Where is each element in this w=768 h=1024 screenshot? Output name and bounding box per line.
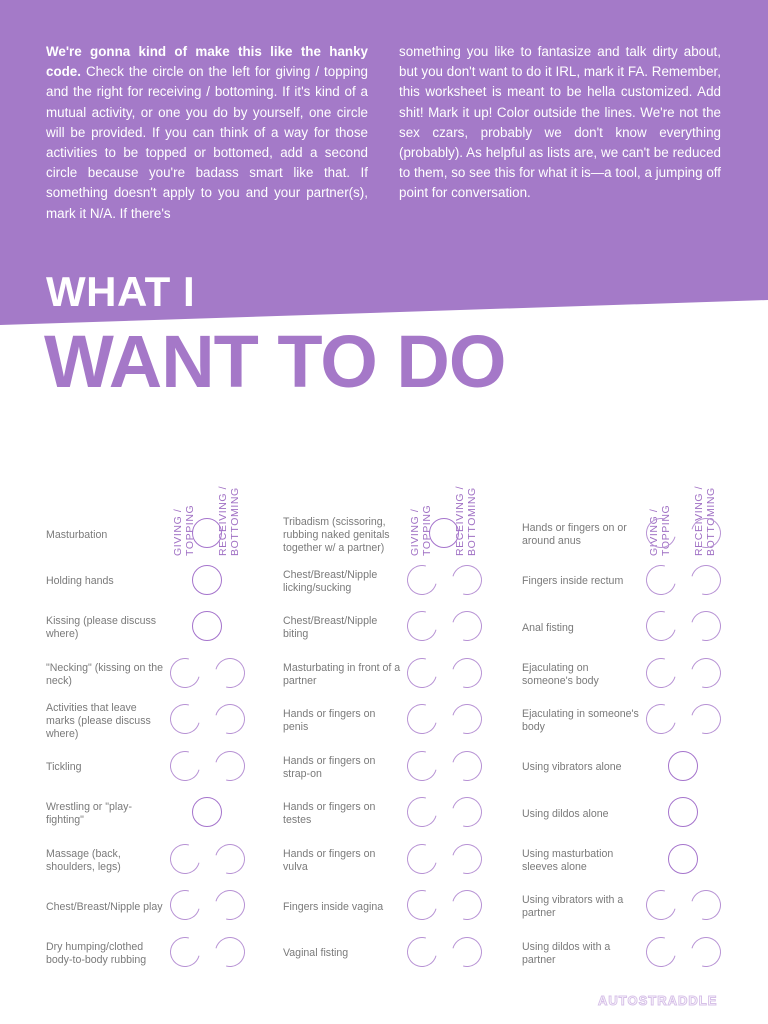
giving-header-text: GIVING / TOPPING <box>648 504 672 556</box>
receiving-circle[interactable] <box>686 931 727 972</box>
receiving-header <box>217 420 243 556</box>
activity-row <box>46 559 256 605</box>
activity-label: Fingers inside vagina <box>283 900 384 913</box>
activity-row <box>46 791 256 837</box>
activity-row <box>522 745 732 791</box>
activity-label: Tribadism (scissoring, rubbing naked genitals together w/ a partner) <box>283 515 390 554</box>
intro-right-column <box>399 42 721 204</box>
mutual-circle[interactable] <box>192 611 222 641</box>
giving-circle[interactable] <box>402 838 443 879</box>
giving-circle[interactable] <box>641 699 682 740</box>
title-line-2: WANT TO DO <box>44 320 506 403</box>
giving-header <box>172 420 198 556</box>
receiving-circle[interactable] <box>447 838 488 879</box>
receiving-circle[interactable] <box>210 699 251 740</box>
giving-circle[interactable] <box>402 931 443 972</box>
giving-circle[interactable] <box>402 699 443 740</box>
giving-circle[interactable] <box>165 699 206 740</box>
activity-row <box>522 931 732 977</box>
activity-row <box>283 559 493 605</box>
activity-row <box>283 605 493 651</box>
activity-label: Chest/Breast/Nipple licking/sucking <box>283 568 378 594</box>
intro-left-column <box>46 42 368 224</box>
receiving-circle[interactable] <box>686 699 727 740</box>
giving-circle[interactable] <box>165 652 206 693</box>
receiving-circle[interactable] <box>210 745 251 786</box>
activity-row <box>46 884 256 930</box>
activity-row <box>46 838 256 884</box>
activity-row <box>283 745 493 791</box>
mutual-circle[interactable] <box>429 518 459 548</box>
activity-label: Activities that leave marks (please discuss where) <box>46 701 151 740</box>
receiving-circle[interactable] <box>447 792 488 833</box>
receiving-header <box>693 420 719 556</box>
activity-row <box>46 931 256 977</box>
activity-row <box>522 838 732 884</box>
giving-circle[interactable] <box>402 652 443 693</box>
intro-left-text: Check the circle on the left for giving / topping and the right for receiving / bottoming. If it's kind of a mutual activity, or one you do by yourself, one circle will be provided. If you can think of a way for those activities to be topped or bottomed, add a second circle because you're badass smart like that. If something doesn't apply to you and your partner(s), mark it N/A. If there's <box>46 64 368 221</box>
activity-label: Masturbation <box>46 528 108 541</box>
receiving-circle[interactable] <box>210 838 251 879</box>
giving-circle[interactable] <box>165 931 206 972</box>
intro-right-text: something you like to fantasize and talk dirty about, but you don't want to do it IRL, mark it FA. Remember, this worksheet is meant to be hella customized. Add shit! Mark it up! Color outside the lines. We're not the sex czars, probably we don't know everything (probably). As helpful as lists are, we can't be reduced to them, so see this for what it is—a tool, a jumping off point for conversation. <box>399 44 721 201</box>
receiving-circle[interactable] <box>447 931 488 972</box>
activity-row <box>283 652 493 698</box>
giving-circle[interactable] <box>165 885 206 926</box>
receiving-circle[interactable] <box>447 745 488 786</box>
activity-row <box>283 884 493 930</box>
activity-row <box>522 791 732 837</box>
giving-circle[interactable] <box>402 745 443 786</box>
activity-row <box>46 745 256 791</box>
receiving-circle[interactable] <box>210 931 251 972</box>
receiving-circle[interactable] <box>447 885 488 926</box>
giving-circle[interactable] <box>165 745 206 786</box>
activity-label: Ejaculating in someone's body <box>522 708 639 733</box>
mutual-circle[interactable] <box>668 844 698 874</box>
giving-circle[interactable] <box>641 652 682 693</box>
giving-header <box>648 420 674 556</box>
receiving-circle[interactable] <box>686 513 727 554</box>
activity-label: Using vibrators alone <box>522 761 622 773</box>
mutual-circle[interactable] <box>668 797 698 827</box>
activity-row <box>46 512 256 558</box>
activity-label: Kissing (please discuss where) <box>46 615 157 640</box>
activity-row <box>283 838 493 884</box>
activity-label: Using dildos with a partner <box>522 940 611 966</box>
giving-circle[interactable] <box>402 606 443 647</box>
activity-label: Hands or fingers on testes <box>283 801 376 826</box>
activity-label: Using dildos alone <box>522 807 609 820</box>
autostraddle-logo: AUTOSTRADDLE <box>598 993 718 1008</box>
activity-label: Hands or fingers on penis <box>283 708 376 733</box>
activity-row <box>522 652 732 698</box>
mutual-circle[interactable] <box>192 518 222 548</box>
giving-circle[interactable] <box>402 792 443 833</box>
receiving-header-text: RECEIVING / BOTTOMING <box>217 485 241 556</box>
activity-label: Masturbating in front of a partner <box>283 661 401 687</box>
activity-row <box>283 512 493 558</box>
receiving-circle[interactable] <box>447 559 488 600</box>
intro-lead: We're gonna kind of make this like the hanky code. <box>46 44 368 80</box>
activity-label: Chest/Breast/Nipple biting <box>283 615 378 640</box>
receiving-circle[interactable] <box>686 652 727 693</box>
giving-header-text: GIVING / TOPPING <box>409 504 433 556</box>
activity-label: Hands or fingers on or around anus <box>522 522 627 547</box>
activity-row <box>46 652 256 698</box>
receiving-circle[interactable] <box>447 652 488 693</box>
giving-circle[interactable] <box>165 838 206 879</box>
activity-row <box>522 559 732 605</box>
activity-label: Holding hands <box>46 575 114 587</box>
activity-row <box>46 605 256 651</box>
receiving-circle[interactable] <box>447 699 488 740</box>
giving-header <box>409 420 435 556</box>
mutual-circle[interactable] <box>192 565 222 595</box>
activity-row <box>46 698 256 744</box>
receiving-circle[interactable] <box>686 559 727 600</box>
receiving-circle[interactable] <box>210 652 251 693</box>
receiving-circle[interactable] <box>210 885 251 926</box>
receiving-header-text: RECEIVING / BOTTOMING <box>454 485 478 556</box>
title-line-1: WHAT I <box>46 268 196 315</box>
activity-row <box>522 605 732 651</box>
activity-label: Hands or fingers on vulva <box>283 847 376 873</box>
giving-circle[interactable] <box>641 606 682 647</box>
activity-label: Anal fisting <box>522 621 574 634</box>
giving-header-text: GIVING / TOPPING <box>172 504 196 556</box>
mutual-circle[interactable] <box>668 751 698 781</box>
activity-label: Using masturbation sleeves alone <box>522 847 614 873</box>
activity-row <box>283 931 493 977</box>
giving-circle[interactable] <box>641 931 682 972</box>
activity-label: Using vibrators with a partner <box>522 894 624 919</box>
receiving-header <box>454 420 480 556</box>
activity-row <box>522 698 732 744</box>
activity-label: Massage (back, shoulders, legs) <box>46 847 121 873</box>
receiving-circle[interactable] <box>686 606 727 647</box>
giving-circle[interactable] <box>402 885 443 926</box>
giving-circle[interactable] <box>641 513 682 554</box>
giving-circle[interactable] <box>641 885 682 926</box>
receiving-circle[interactable] <box>686 885 727 926</box>
activity-row <box>283 791 493 837</box>
giving-circle[interactable] <box>402 559 443 600</box>
activity-row <box>283 698 493 744</box>
activity-row <box>522 884 732 930</box>
activity-row <box>522 512 732 558</box>
receiving-circle[interactable] <box>447 606 488 647</box>
receiving-header-text: RECEIVING / BOTTOMING <box>693 485 717 556</box>
mutual-circle[interactable] <box>192 797 222 827</box>
activity-label: Tickling <box>46 761 82 773</box>
activity-label: Fingers inside rectum <box>522 575 624 587</box>
activity-label: "Necking" (kissing on the neck) <box>46 661 164 687</box>
activity-label: Wrestling or "play-fighting" <box>46 801 132 826</box>
activity-label: Hands or fingers on strap-on <box>283 754 376 780</box>
activity-label: Ejaculating on someone's body <box>522 661 599 687</box>
activity-label: Dry humping/clothed body-to-body rubbing <box>46 940 147 966</box>
giving-circle[interactable] <box>641 559 682 600</box>
activity-label: Chest/Breast/Nipple play <box>46 900 163 913</box>
activity-label: Vaginal fisting <box>283 947 349 959</box>
